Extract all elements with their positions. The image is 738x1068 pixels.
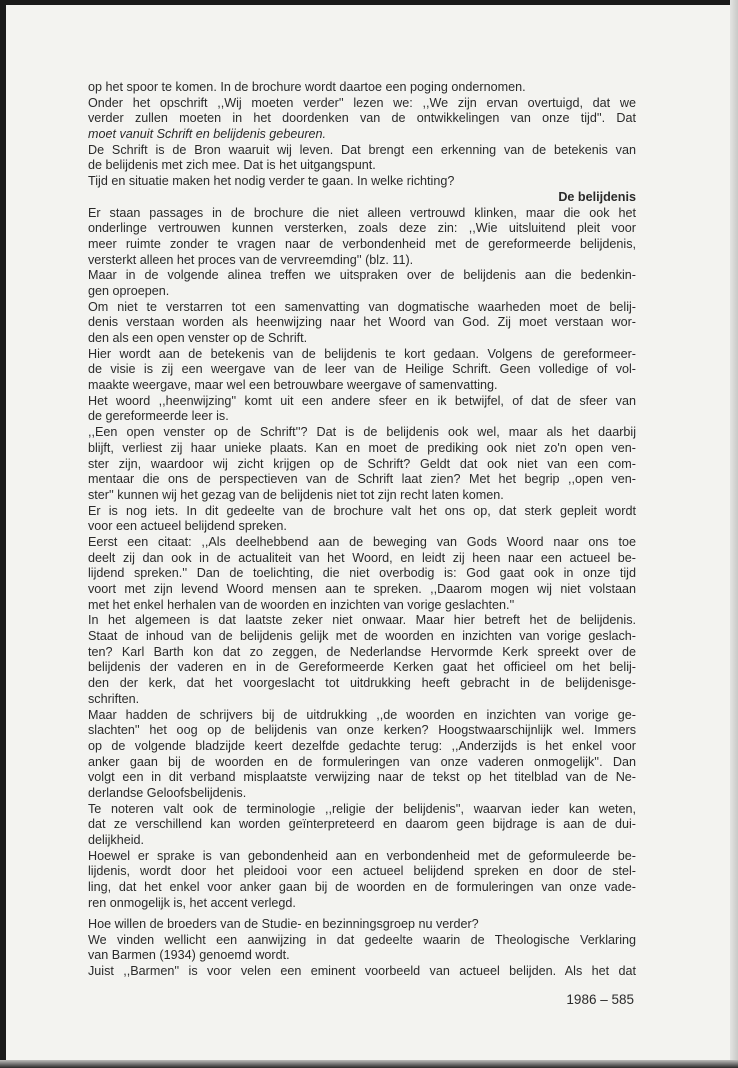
text-line: Eerst een citaat: ,,Als deelhebbend aan de beweging van Gods Woord naar ons toe bbox=[88, 534, 636, 549]
body-text bbox=[88, 80, 636, 980]
paragraph bbox=[88, 80, 636, 96]
text-line: de gereformeerde leer is. bbox=[88, 409, 229, 424]
text-line: Het woord ,,heenwijzing'' komt uit een andere sfeer en ik betwijfel, of dat de sfeer van bbox=[88, 393, 636, 408]
text-line: verder zullen moeten in het doordenken van de ontwikkelingen van onze tijd''. Dat bbox=[88, 111, 636, 126]
text-line: ten? Karl Barth kon dat zo zeggen, de Nederlandse Hervormde Kerk spreekt over de bbox=[88, 644, 636, 659]
text-line: Maar hadden de schrijvers bij de uitdrukking ,,de woorden en inzichten van vorige ge- bbox=[88, 707, 636, 722]
text-line: Hoe willen de broeders van de Studie- en bezinningsgroep nu verder? bbox=[88, 916, 479, 931]
text-line: Om niet te verstarren tot een samenvatting van dogmatische waarheden moet de belij- bbox=[88, 299, 636, 314]
text-line: Onder het opschrift ,,Wij moeten verder'' lezen we: ,,We zijn ervan overtuigd, dat we bbox=[88, 95, 636, 110]
text-line: onderlinge vertrouwen kunnen versterken, zoals deze zin: ,,Wie uitsluitend pleit voor bbox=[88, 221, 636, 236]
text-line: Er is nog iets. In dit gedeelte van de brochure valt het ons op, dat sterk gepleit wordt bbox=[88, 503, 636, 518]
text-line: ling, dat het enkel voor anker gaan bij de woorden en de formuleringen van onze vade- bbox=[88, 880, 636, 895]
text-line: van Barmen (1934) genoemd wordt. bbox=[88, 948, 290, 963]
paragraph bbox=[88, 613, 636, 707]
text-line: derlandse Geloofsbelijdenis. bbox=[88, 785, 247, 800]
text-line: ster zijn, waardoor wij zicht krijgen op de Schrift? Geldt dat ook niet van een com- bbox=[88, 456, 636, 471]
paragraph bbox=[88, 300, 636, 347]
text-line: In het algemeen is dat laatste zeker niet onwaar. Maar hier betreft het de belijdenis. bbox=[88, 613, 636, 628]
paragraph bbox=[88, 425, 636, 503]
text-line: deelt zij dan ook in de actualiteit van het Woord, en leidt zij heen naar een actueel be- bbox=[88, 550, 636, 565]
paragraph bbox=[88, 504, 636, 535]
paragraph bbox=[88, 933, 636, 964]
paragraph bbox=[88, 174, 636, 190]
text-line: Tijd en situatie maken het nodig verder te gaan. In welke richting? bbox=[88, 174, 455, 189]
text-line: Hoewel er sprake is van gebondenheid aan en verbondenheid met de geformuleerde be- bbox=[88, 848, 636, 863]
text-line: denis verstaan worden als heenwijzing naar het Woord van God. Zij moet verstaan wor- bbox=[88, 315, 636, 330]
text-line: Er staan passages in de brochure die niet alleen vertrouwd klinken, maar die ook het bbox=[88, 205, 636, 220]
paragraph bbox=[88, 394, 636, 425]
paragraph bbox=[88, 96, 636, 143]
paragraph bbox=[88, 849, 636, 912]
text-line: lijdenis, wordt door het pleidooi voor een actueel belijdend spreken en door de stel- bbox=[88, 864, 636, 879]
scan-edge-top bbox=[0, 0, 738, 5]
text-line: volgt een in dit verband misplaatste verwijzing naar de tekst op het titelblad van de Ne- bbox=[88, 770, 636, 785]
text-line: Te noteren valt ook de terminologie ,,religie der belijdenis'', waarvan ieder kan weten, bbox=[88, 801, 636, 816]
text-line: de visie is zij een weergave van de leer van de Heilige Schrift. Geen volledige of vol- bbox=[88, 362, 636, 377]
text-line: lijdend spreken.'' Dan de toelichting, die niet overbodig is: God gaat ook in onze tijd bbox=[88, 566, 636, 581]
scan-edge-left bbox=[0, 0, 6, 1068]
text-line: Hier wordt aan de betekenis van de belijdenis te kort gedaan. Volgens de gereformeer- bbox=[88, 346, 636, 361]
text-line: met het enkel herhalen van de woorden en inzichten van vorige geslachten.'' bbox=[88, 597, 515, 612]
paragraph bbox=[88, 964, 636, 980]
text-line: slachten'' het oog op de belijdenis van onze kerken? Hoogstwaarschijnlijk wel. Immers bbox=[88, 723, 636, 738]
paragraph bbox=[88, 143, 636, 174]
text-line: de belijdenis met zich mee. Dat is het uitgangspunt. bbox=[88, 158, 376, 173]
text-line: delijkheid. bbox=[88, 833, 145, 847]
text-line: ren onmogelijk is, het accent verlegd. bbox=[88, 895, 296, 910]
paragraph bbox=[88, 347, 636, 394]
text-line: den der kerk, dat het voorgeslacht tot uitdrukking heeft gebracht in de belijdenisge- bbox=[88, 676, 636, 691]
text-line: Juist ,,Barmen'' is voor velen een eminent voorbeeld van actueel belijden. Als het dat bbox=[88, 964, 636, 978]
text-line: voor een actueel belijdend spreken. bbox=[88, 519, 287, 534]
scan-edge-right bbox=[730, 0, 738, 1068]
text-line: ster'' kunnen wij het gezag van de belijdenis niet tot zijn recht laten komen. bbox=[88, 487, 504, 502]
text-line: belijdenis der vaderen en in de Gereformeerde Kerken gaat het officieel om het belij- bbox=[88, 660, 636, 675]
section-heading: De belijdenis bbox=[558, 189, 636, 204]
text-line: mentaar die ons de perspectieven van de Schrift laat zien? Met het begrip ,,open ven- bbox=[88, 472, 636, 487]
text-line: blijft, verliest zij haar unieke plaats. Kan en moet de prediking ook niet zo'n open ven- bbox=[88, 440, 636, 455]
text-line: anker gaan bij de woorden en de formuleringen van onze vaderen onmogelijk''. Dan bbox=[88, 754, 636, 769]
text-line: De Schrift is de Bron waaruit wij leven. Dat brengt een erkenning van de betekenis van bbox=[88, 142, 636, 157]
text-line: Staat de inhoud van de belijdenis gelijk met de woorden en inzichten van vorige geslach- bbox=[88, 629, 636, 644]
text-line: We vinden wellicht een aanwijzing in dat gedeelte waarin de Theologische Verklaring bbox=[88, 932, 636, 947]
text-line: schriften. bbox=[88, 691, 140, 706]
paragraph bbox=[88, 535, 636, 613]
text-line: meer ruimte zonder te vragen naar de verbondenheid met de gereformeerde belijdenis, bbox=[88, 236, 636, 251]
text-line: ,,Een open venster op de Schrift''? Dat is de belijdenis ook wel, maar als het daarbij bbox=[88, 425, 636, 440]
text-line: voort met zijn levend Woord mensen aan te spreken. ,,Daarom mogen wij niet volstaan bbox=[88, 582, 636, 596]
paragraph bbox=[88, 206, 636, 269]
text-line: gen oproepen. bbox=[88, 283, 170, 298]
text-line: versterkt alleen het proces van de vervreemding'' (blz. 11). bbox=[88, 252, 414, 267]
page-number: 1986 – 585 bbox=[566, 992, 634, 1007]
text-line: maakte weergave, maar wel een betrouwbare weergave of samenvatting. bbox=[88, 378, 498, 393]
text-line: Maar in de volgende alinea treffen we uitspraken over de belijdenis aan die bedenkin- bbox=[88, 268, 636, 283]
paragraph bbox=[88, 917, 636, 933]
paragraph bbox=[88, 802, 636, 849]
paragraph bbox=[88, 268, 636, 299]
text-line: op het spoor te komen. In de brochure wordt daartoe een poging ondernomen. bbox=[88, 80, 526, 94]
text-line: op de volgende bladzijde keert dezelfde gedachte terug: ,,Anderzijds is het enkel voor bbox=[88, 738, 636, 753]
text-line: moet vanuit Schrift en belijdenis gebeuren. bbox=[88, 127, 327, 142]
text-line: den als een open venster op de Schrift. bbox=[88, 331, 308, 345]
text-line: dat ze verschillend kan worden geïnterpreteerd en daarom geen bijdrage is aan de dui- bbox=[88, 817, 636, 832]
scan-edge-bottom bbox=[0, 1060, 738, 1068]
paragraph bbox=[88, 708, 636, 802]
